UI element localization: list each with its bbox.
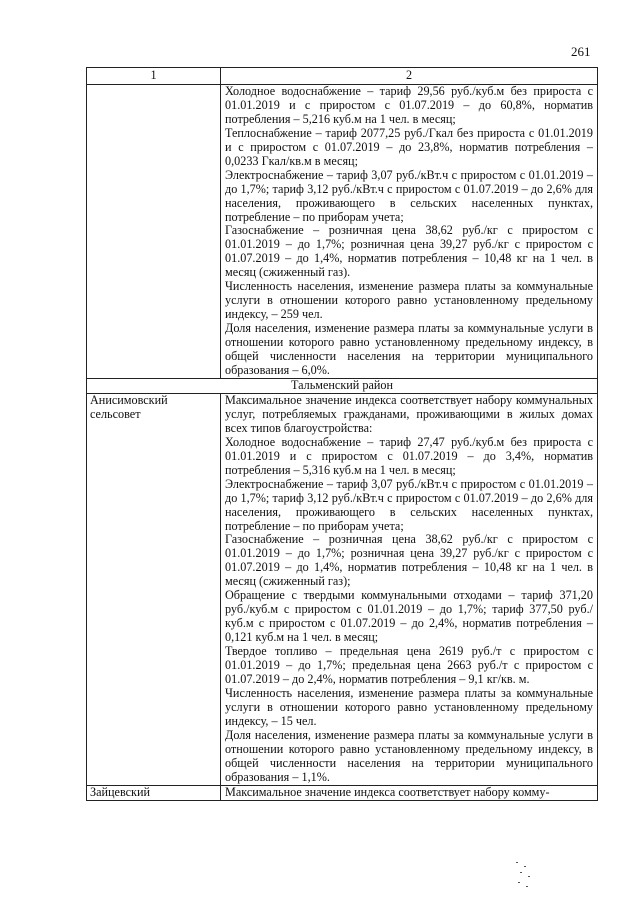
description-cell: Максимальное значение индекса соответствует набору комму- xyxy=(221,785,598,800)
paragraph-population-share: Доля населения, изменение размера платы за коммунальные услуги в отношении которого равно установленному предельному индексу, в общей численности населения на территории муниципального образования – 6,0%. xyxy=(225,321,593,378)
paragraph-population: Численность населения, изменение размера платы за коммунальные услуги в отношении которого равно установленному предельному индексу, – 15 чел. xyxy=(225,685,593,728)
paragraph-cold-water: Холодное водоснабжение – тариф 29,56 руб./куб.м без прироста с 01.01.2019 и с приростом с 01.07.2019 – до 60,8%, норматив потребления – 5,216 куб.м на 1 чел. в месяц; xyxy=(225,83,593,126)
scan-speckles xyxy=(512,860,534,890)
table-row xyxy=(87,84,598,378)
tariff-table xyxy=(86,67,598,801)
paragraph-population: Численность населения, изменение размера платы за коммунальные услуги в отношении которого равно установленному предельному индексу, – 259 чел. xyxy=(225,279,593,322)
paragraph-solid-waste: Обращение с твердыми коммунальными отходами – тариф 371,20 руб./куб.м с приростом с 01.01.2019 – до 1,7%; тариф 377,50 руб./куб.м с приростом с 01.07.2019 – до 2,4%, норматив потребления – 0,121 куб.м на 1 чел. в месяц; xyxy=(225,588,593,645)
paragraph-population-share: Доля населения, изменение размера платы за коммунальные услуги в отношении которого равно установленному предельному индексу, в общей численности населения на территории муниципального образования – 1,1%. xyxy=(225,727,593,784)
table-row xyxy=(87,393,598,785)
description-cell xyxy=(221,84,598,378)
table-row xyxy=(87,785,598,800)
page-number: 261 xyxy=(571,44,591,59)
paragraph-electricity: Электроснабжение – тариф 3,07 руб./кВт.ч с приростом с 01.01.2019 – до 1,7%; тариф 3,12 руб./кВт.ч с приростом с 01.07.2019 – до 2,6% для населения, проживающего в сельских населенных пунктах, потребление – по приборам учета; xyxy=(225,167,593,224)
description-cell xyxy=(221,393,598,785)
header-row xyxy=(87,68,598,85)
section-title: Тальменский район xyxy=(87,378,598,393)
paragraph-electricity: Электроснабжение – тариф 3,07 руб./кВт.ч с приростом с 01.01.2019 – до 1,7%; тариф 3,12 руб./кВт.ч с приростом с 01.07.2019 – до 2,6% для населения, проживающего в сельских населенных пунктах, потребление – по приборам учета; xyxy=(225,476,593,533)
column-header-1: 1 xyxy=(87,68,221,85)
paragraph-solid-fuel: Твердое топливо – предельная цена 2619 руб./т с приростом с 01.01.2019 – до 1,7%; предельная цена 2663 руб./т с приростом с 01.07.2019 – до 2,4%, норматив потребления – 9,1 кг/кв. м. xyxy=(225,644,593,686)
paragraph-cold-water: Холодное водоснабжение – тариф 27,47 руб./куб.м без прироста с 01.01.2019 и с приростом с 01.07.2019 – до 3,4%, норматив потребления – 5,316 куб.м на 1 чел. в месяц; xyxy=(225,434,593,477)
paragraph-heating: Теплоснабжение – тариф 2077,25 руб./Гкал без прироста с 01.01.2019 и с приростом с 01.07.2019 – до 23,8%, норматив потребления – 0,0233 Гкал/кв.м в месяц; xyxy=(225,125,593,168)
municipality-name: Зайцевский xyxy=(87,785,221,800)
paragraph-gas: Газоснабжение – розничная цена 38,62 руб./кг с приростом с 01.01.2019 – до 1,7%; розничная цена 39,27 руб./кг с приростом с 01.07.2019 – до 1,4%, норматив потребления – 10,48 кг на 1 чел. в месяц (сжиженный газ); xyxy=(225,532,593,589)
section-row xyxy=(87,378,598,393)
municipality-name: Анисимовский сельсовет xyxy=(87,393,221,785)
paragraph-gas: Газоснабжение – розничная цена 38,62 руб./кг с приростом с 01.01.2019 – до 1,7%; розничная цена 39,27 руб./кг с приростом с 01.07.2019 – до 1,4%, норматив потребления – 10,48 кг на 1 чел. в месяц (сжиженный газ). xyxy=(225,223,593,280)
column-header-2: 2 xyxy=(221,68,598,85)
municipality-cell-empty xyxy=(87,84,221,378)
paragraph-intro: Максимальное значение индекса соответствует набору коммунальных услуг, потребляемых гражданами, проживающими в жилых домах всех типов благоустройства: xyxy=(225,392,593,435)
